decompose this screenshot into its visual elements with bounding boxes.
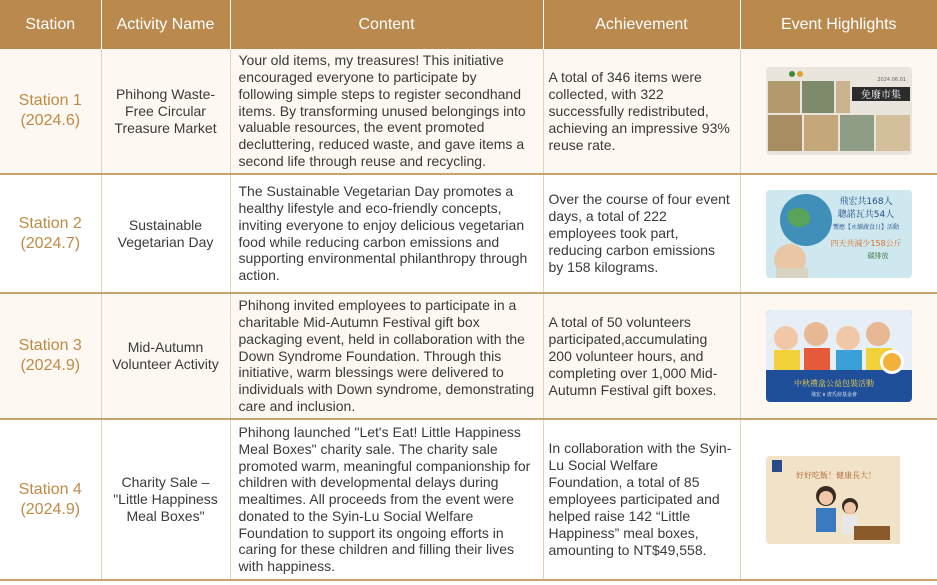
event-highlight-cell — [740, 419, 937, 580]
content-text: Phihong launched "Let's Eat! Little Happiness Meal Boxes" charity sale. The charity sale promoted warm, meaningful companionship for children with developmental delays during mealtimes. All proceeds from the event were donated to the Syin-Lu Social Welfare Foundation to support its ongoing efforts in caring for these children and filling their lives with happiness. — [230, 419, 543, 580]
table-row — [0, 293, 937, 419]
content-text: Phihong invited employees to participate in a charitable Mid-Autumn Festival gift box packaging event, held in collaboration with the Down Syndrome Foundation. Through this initiative, warm blessings were delivered to individuals with Down syndrome, demonstrating care and inclusion. — [230, 293, 543, 419]
table-row — [0, 49, 937, 174]
event-photo-meal-boxes — [766, 456, 912, 544]
event-highlight-cell — [740, 174, 937, 293]
activity-name: Charity Sale – "Little Happiness Meal Boxes" — [101, 419, 230, 580]
station-date: (2024.9) — [20, 500, 81, 518]
table-row — [0, 174, 937, 293]
achievement-text: In collaboration with the Syin-Lu Social Welfare Foundation, a total of 85 employees participated and helped raise 142 “Little Happiness” meal boxes, amounting to NT$49,558. — [543, 419, 740, 580]
header-achievement: Achievement — [543, 0, 740, 49]
event-highlight-cell — [740, 49, 937, 174]
achievement-text: Over the course of four event days, a total of 222 employees took part, reducing carbon emissions by 158 kilograms. — [543, 174, 740, 293]
content-text: Your old items, my treasures! This initiative encouraged everyone to participate by following simple steps to register secondhand items. By transforming unused belongings into valuable resources, the event promoted decluttering, reduced waste, and gave items a second life through reuse and recycling. — [230, 49, 543, 174]
image-subtitle-text: 飛宏 x 唐氏症基金會 — [810, 392, 857, 398]
header-row — [0, 0, 937, 49]
table-row — [0, 419, 937, 580]
image-text-2: 聰諾瓦共54人 — [837, 209, 894, 220]
station-label: Station 2 — [18, 214, 82, 232]
station-cell — [0, 174, 101, 293]
activity-name: Phihong Waste-Free Circular Treasure Market — [101, 49, 230, 174]
header-activity-name: Activity Name — [101, 0, 230, 49]
content-text: The Sustainable Vegetarian Day promotes a healthy lifestyle and eco-friendly concepts, inviting everyone to enjoy delicious vegetarian food while reducing carbon emissions and supporting environmental philanthropy through action. — [230, 174, 543, 293]
image-text-5: 碳排放 — [867, 251, 889, 260]
activity-name: Mid-Autumn Volunteer Activity — [101, 293, 230, 419]
image-text-3: 響應【永續蔬食日】活動 — [832, 223, 899, 231]
station-label: Station 4 — [18, 480, 82, 498]
achievement-text: A total of 346 items were collected, with 322 successfully redistributed, achieving an impressive 93% reuse rate. — [543, 49, 740, 174]
achievement-text: A total of 50 volunteers participated,accumulating 200 volunteer hours, and completing over 1,000 Mid-Autumn Festival gift boxes. — [543, 293, 740, 419]
activity-name: Sustainable Vegetarian Day — [101, 174, 230, 293]
image-title-text: 好好吃飯！健康長大！ — [795, 470, 876, 480]
station-cell — [0, 293, 101, 419]
event-photo-poster — [766, 190, 912, 278]
image-title-text: 中秋禮盒公益包裝活動 — [793, 379, 874, 388]
station-label: Station 1 — [18, 92, 82, 109]
station-date: (2024.9) — [20, 357, 81, 374]
station-cell — [0, 419, 101, 580]
event-highlight-cell — [740, 293, 937, 419]
image-text-1: 飛宏共168人 — [839, 196, 893, 207]
image-date-text: 2024.06.01 — [877, 77, 906, 83]
station-date: (2024.6) — [20, 112, 81, 129]
station-date: (2024.7) — [20, 234, 81, 252]
header-event-highlights: Event Highlights — [740, 0, 937, 49]
header-content: Content — [230, 0, 543, 49]
station-label: Station 3 — [18, 337, 82, 354]
image-title-text: 免廢市集 — [860, 90, 901, 101]
event-photo-collage — [766, 67, 912, 155]
header-station: Station — [0, 0, 101, 49]
station-cell — [0, 49, 101, 174]
event-photo-volunteers — [766, 310, 912, 402]
image-text-4: 四天共減少158公斤 — [830, 238, 902, 248]
